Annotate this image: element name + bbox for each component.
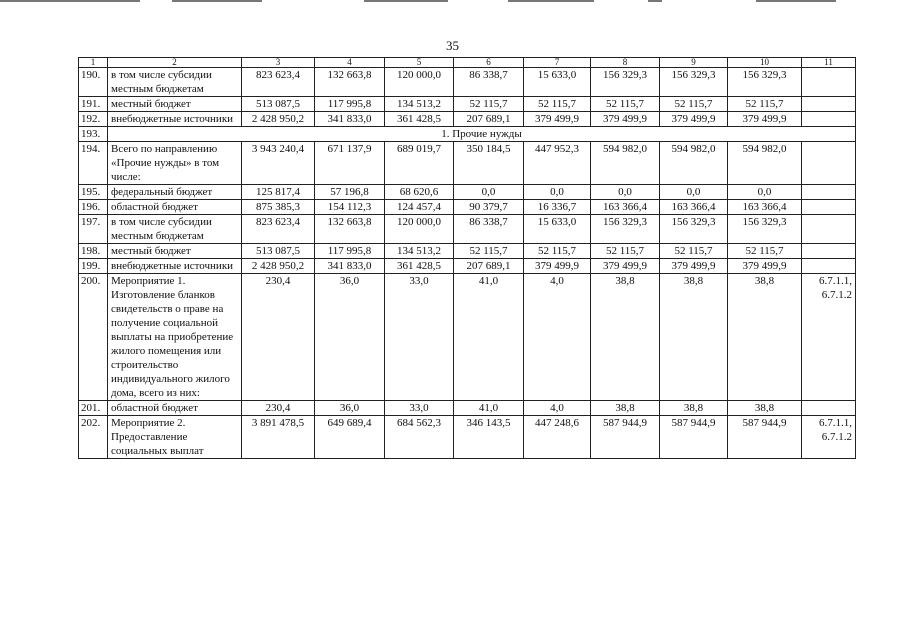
value-cell: 684 562,3 [385, 416, 454, 459]
table-row [79, 97, 856, 112]
row-number: 202. [79, 416, 108, 459]
value-cell: 16 336,7 [524, 200, 591, 215]
value-cell: 38,8 [660, 401, 728, 416]
top-rule [0, 0, 140, 2]
value-cell: 0,0 [591, 185, 660, 200]
reference-cell [802, 68, 856, 97]
value-cell: 447 248,6 [524, 416, 591, 459]
row-number: 197. [79, 215, 108, 244]
row-label: Мероприятие 2. Предоставление социальных выплат [108, 416, 242, 459]
column-number-header: 2 [108, 58, 242, 68]
value-cell: 379 499,9 [728, 112, 802, 127]
value-cell: 379 499,9 [591, 112, 660, 127]
value-cell: 341 833,0 [315, 112, 385, 127]
top-rule [172, 0, 262, 2]
value-cell: 52 115,7 [660, 244, 728, 259]
value-cell: 33,0 [385, 274, 454, 401]
value-cell: 156 329,3 [591, 215, 660, 244]
value-cell: 379 499,9 [728, 259, 802, 274]
value-cell: 15 633,0 [524, 68, 591, 97]
row-label: внебюджетные источники [108, 112, 242, 127]
table-body [79, 58, 856, 459]
top-rule [648, 0, 662, 2]
row-label: Мероприятие 1. Изготовление бланков свидетельств о праве на получение социальной выплаты на приобретение жилого помещения или строительство индивидуального жилого дома, всего из них: [108, 274, 242, 401]
table-row [79, 215, 856, 244]
value-cell: 587 944,9 [728, 416, 802, 459]
value-cell: 132 663,8 [315, 215, 385, 244]
column-number-header: 10 [728, 58, 802, 68]
row-number: 191. [79, 97, 108, 112]
table-row [79, 274, 856, 401]
value-cell: 4,0 [524, 401, 591, 416]
value-cell: 163 366,4 [660, 200, 728, 215]
value-cell: 156 329,3 [660, 215, 728, 244]
reference-cell [802, 215, 856, 244]
value-cell: 4,0 [524, 274, 591, 401]
reference-cell [802, 185, 856, 200]
value-cell: 649 689,4 [315, 416, 385, 459]
reference-cell: 6.7.1.1, 6.7.1.2 [802, 416, 856, 459]
table-row [79, 244, 856, 259]
section-row [79, 127, 856, 142]
table-row [79, 185, 856, 200]
value-cell: 230,4 [242, 274, 315, 401]
column-number-header: 7 [524, 58, 591, 68]
row-number: 199. [79, 259, 108, 274]
value-cell: 163 366,4 [728, 200, 802, 215]
value-cell: 38,8 [591, 401, 660, 416]
value-cell: 594 982,0 [660, 142, 728, 185]
column-number-header: 1 [79, 58, 108, 68]
value-cell: 38,8 [728, 274, 802, 401]
value-cell: 163 366,4 [591, 200, 660, 215]
value-cell: 134 513,2 [385, 244, 454, 259]
value-cell: 689 019,7 [385, 142, 454, 185]
value-cell: 0,0 [728, 185, 802, 200]
top-rule [756, 0, 836, 2]
value-cell: 36,0 [315, 274, 385, 401]
reference-cell [802, 112, 856, 127]
value-cell: 594 982,0 [591, 142, 660, 185]
value-cell: 379 499,9 [591, 259, 660, 274]
value-cell: 379 499,9 [524, 259, 591, 274]
value-cell: 361 428,5 [385, 259, 454, 274]
value-cell: 3 943 240,4 [242, 142, 315, 185]
value-cell: 90 379,7 [454, 200, 524, 215]
row-label: местный бюджет [108, 244, 242, 259]
value-cell: 38,8 [660, 274, 728, 401]
column-number-header: 4 [315, 58, 385, 68]
value-cell: 33,0 [385, 401, 454, 416]
value-cell: 52 115,7 [660, 97, 728, 112]
value-cell: 156 329,3 [660, 68, 728, 97]
value-cell: 513 087,5 [242, 244, 315, 259]
reference-cell [802, 401, 856, 416]
reference-cell [802, 97, 856, 112]
value-cell: 379 499,9 [660, 259, 728, 274]
row-label: областной бюджет [108, 200, 242, 215]
row-label: в том числе субсидии местным бюджетам [108, 215, 242, 244]
value-cell: 154 112,3 [315, 200, 385, 215]
row-label: Всего по направлению «Прочие нужды» в том числе: [108, 142, 242, 185]
value-cell: 156 329,3 [728, 68, 802, 97]
value-cell: 125 817,4 [242, 185, 315, 200]
page-number: 35 [446, 38, 459, 53]
row-label: федеральный бюджет [108, 185, 242, 200]
row-number: 194. [79, 142, 108, 185]
table-row [79, 112, 856, 127]
value-cell: 341 833,0 [315, 259, 385, 274]
column-number-header: 5 [385, 58, 454, 68]
value-cell: 379 499,9 [524, 112, 591, 127]
value-cell: 0,0 [524, 185, 591, 200]
header-row [79, 58, 856, 68]
value-cell: 875 385,3 [242, 200, 315, 215]
row-label: внебюджетные источники [108, 259, 242, 274]
top-rule [508, 0, 594, 2]
value-cell: 156 329,3 [591, 68, 660, 97]
budget-table [78, 57, 856, 459]
value-cell: 156 329,3 [728, 215, 802, 244]
value-cell: 132 663,8 [315, 68, 385, 97]
value-cell: 671 137,9 [315, 142, 385, 185]
value-cell: 823 623,4 [242, 215, 315, 244]
reference-cell [802, 142, 856, 185]
value-cell: 124 457,4 [385, 200, 454, 215]
row-number: 193. [79, 127, 108, 142]
value-cell: 346 143,5 [454, 416, 524, 459]
value-cell: 57 196,8 [315, 185, 385, 200]
table-row [79, 142, 856, 185]
value-cell: 52 115,7 [728, 97, 802, 112]
table-row [79, 401, 856, 416]
top-rule [364, 0, 448, 2]
column-number-header: 11 [802, 58, 856, 68]
value-cell: 120 000,0 [385, 68, 454, 97]
column-number-header: 9 [660, 58, 728, 68]
value-cell: 52 115,7 [454, 97, 524, 112]
value-cell: 52 115,7 [454, 244, 524, 259]
value-cell: 594 982,0 [728, 142, 802, 185]
value-cell: 3 891 478,5 [242, 416, 315, 459]
value-cell: 587 944,9 [591, 416, 660, 459]
value-cell: 41,0 [454, 401, 524, 416]
column-number-header: 8 [591, 58, 660, 68]
row-number: 195. [79, 185, 108, 200]
value-cell: 15 633,0 [524, 215, 591, 244]
value-cell: 2 428 950,2 [242, 112, 315, 127]
value-cell: 68 620,6 [385, 185, 454, 200]
table-row [79, 200, 856, 215]
value-cell: 86 338,7 [454, 68, 524, 97]
value-cell: 52 115,7 [524, 97, 591, 112]
value-cell: 52 115,7 [591, 97, 660, 112]
table-row [79, 68, 856, 97]
value-cell: 350 184,5 [454, 142, 524, 185]
value-cell: 2 428 950,2 [242, 259, 315, 274]
row-number: 198. [79, 244, 108, 259]
reference-cell [802, 244, 856, 259]
value-cell: 230,4 [242, 401, 315, 416]
value-cell: 36,0 [315, 401, 385, 416]
value-cell: 117 995,8 [315, 97, 385, 112]
value-cell: 0,0 [660, 185, 728, 200]
value-cell: 823 623,4 [242, 68, 315, 97]
value-cell: 447 952,3 [524, 142, 591, 185]
row-label: в том числе субсидии местным бюджетам [108, 68, 242, 97]
row-number: 200. [79, 274, 108, 401]
value-cell: 86 338,7 [454, 215, 524, 244]
value-cell: 117 995,8 [315, 244, 385, 259]
reference-cell [802, 259, 856, 274]
row-number: 192. [79, 112, 108, 127]
value-cell: 38,8 [728, 401, 802, 416]
value-cell: 207 689,1 [454, 259, 524, 274]
value-cell: 120 000,0 [385, 215, 454, 244]
value-cell: 38,8 [591, 274, 660, 401]
value-cell: 207 689,1 [454, 112, 524, 127]
row-number: 196. [79, 200, 108, 215]
column-number-header: 6 [454, 58, 524, 68]
table-row [79, 416, 856, 459]
table-row [79, 259, 856, 274]
row-label: областной бюджет [108, 401, 242, 416]
value-cell: 52 115,7 [524, 244, 591, 259]
value-cell: 134 513,2 [385, 97, 454, 112]
value-cell: 379 499,9 [660, 112, 728, 127]
value-cell: 587 944,9 [660, 416, 728, 459]
value-cell: 52 115,7 [728, 244, 802, 259]
value-cell: 513 087,5 [242, 97, 315, 112]
reference-cell: 6.7.1.1, 6.7.1.2 [802, 274, 856, 401]
section-title: 1. Прочие нужды [108, 127, 856, 142]
reference-cell [802, 200, 856, 215]
value-cell: 0,0 [454, 185, 524, 200]
row-number: 190. [79, 68, 108, 97]
value-cell: 41,0 [454, 274, 524, 401]
column-number-header: 3 [242, 58, 315, 68]
row-number: 201. [79, 401, 108, 416]
value-cell: 52 115,7 [591, 244, 660, 259]
row-label: местный бюджет [108, 97, 242, 112]
value-cell: 361 428,5 [385, 112, 454, 127]
